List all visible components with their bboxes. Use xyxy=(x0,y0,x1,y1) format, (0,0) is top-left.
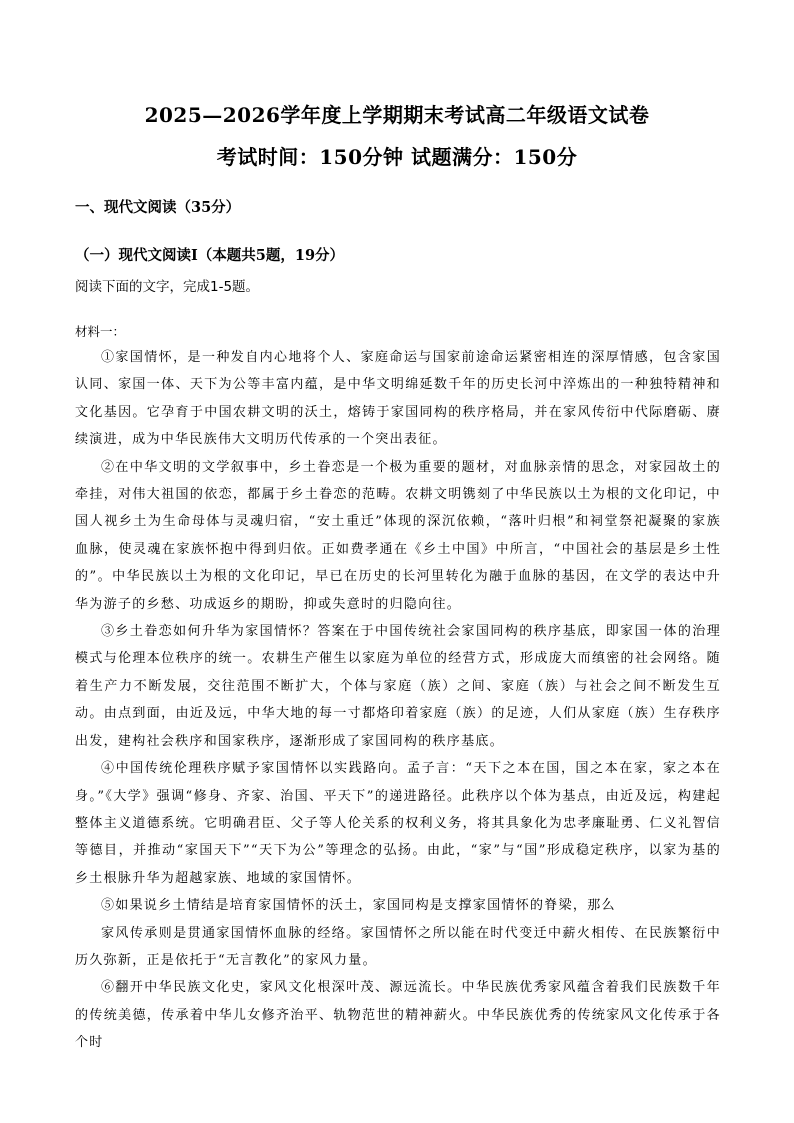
passage-body xyxy=(75,344,721,1057)
paragraph-5: ⑤如果说乡土情结是培育家国情怀的沃土，家国同构是支撑家国情怀的脊梁，那么 xyxy=(101,898,616,914)
paragraph-3: ③乡土眷恋如何升华为家国情怀？答案在于中国传统社会家国同构的秩序基底，即家国一体的治理模式与伦理本位秩序的统一。农耕生产催生以家庭为单位的经营方式，形成庞大而缜密的社会网络。随着生产力不断发展，交往范围不断扩大，个体与家庭（族）之间、家庭（族）与社会之间不断发生互动。由点到面，由近及远，中华大地的每一寸都烙印着家庭（族）的足迹，人们从家庭（族）生存秩序出发，建构社会秩序和国家秩序，逐渐形成了家国同构的秩序基底。 xyxy=(75,624,721,749)
material-label: 材料一： xyxy=(75,324,126,339)
paragraph-4: ④中国传统伦理秩序赋予家国情怀以实践路向。孟子言：“天下之本在国，国之本在家，家之本在身。”《大学》强调“修身、齐家、治国、平天下”的递进路径。此秩序以个体为基点，由近及远，构建起整体主义道德系统。它明确君臣、父子等人伦关系的权利义务，将其具象化为忠孝廉耻勇、仁义礼智信等德目，并推动“家国天下”“天下为公”等理念的弘扬。由此，“家”与“国”形成稳定秩序，以家为基的乡土根脉升华为超越家族、地域的家国情怀。 xyxy=(75,761,721,886)
paragraph-6: ⑥翻开中华民族文化史，家风文化根深叶茂、源远流长。中华民族优秀家风蕴含着我们民族数千年的传统美德，传承着中华儿女修齐治平、轨物范世的精神薪火。中华民族优秀的传统家风文化传承于各个时 xyxy=(75,980,721,1051)
paragraph-2: ②在中华文明的文学叙事中，乡土眷恋是一个极为重要的题材，对血脉亲情的思念，对家园故土的牵挂，对伟大祖国的依恋，都属于乡土眷恋的范畴。农耕文明镌刻了中华民族以土为根的文化印记，中国人视乡土为生命母体与灵魂归宿，“安土重迁”体现的深沉依赖，“落叶归根”和祠堂祭祀凝聚的家族血脉，使灵魂在家族怀抱中得到归依。正如费孝通在《乡土中国》中所言，“中国社会的基层是乡土性的”。中华民族以土为根的文化印记，早已在历史的长河里转化为融于血脉的基因，在文学的表达中升华为游子的乡愁、功成返乡的期盼，抑或失意时的归隐向往。 xyxy=(75,459,721,612)
exam-title: 2025—2026学年度上学期期末考试高二年级语文试卷 xyxy=(144,103,650,127)
instruction-text: 阅读下面的文字，完成1-5题。 xyxy=(75,279,260,295)
subsection-heading: （一）现代文阅读Ⅰ（本题共5题，19分） xyxy=(75,247,345,264)
paragraph-1: ①家国情怀，是一种发自内心地将个人、家庭命运与国家前途命运紧密相连的深厚情感，包含家国认同、家国一体、天下为公等丰富内蕴，是中华文明绵延数千年的历史长河中淬炼出的一种独特精神和文化基因。它孕育于中国农耕文明的沃土，熔铸于家国同构的秩序格局，并在家风传衍中代际磨砺、赓续演进，成为中华民族伟大文明历代传承的一个突出表征。 xyxy=(75,350,721,448)
section-heading: 一、现代文阅读（35分） xyxy=(75,199,241,216)
exam-subtitle: 考试时间：150分钟 试题满分：150分 xyxy=(216,145,578,169)
paragraph-5-continued: 家风传承则是贯通家国情怀血脉的经络。家国情怀之所以能在时代变迁中薪火相传、在民族繁衍中历久弥新，正是依托于“无言教化”的家风力量。 xyxy=(75,925,721,968)
